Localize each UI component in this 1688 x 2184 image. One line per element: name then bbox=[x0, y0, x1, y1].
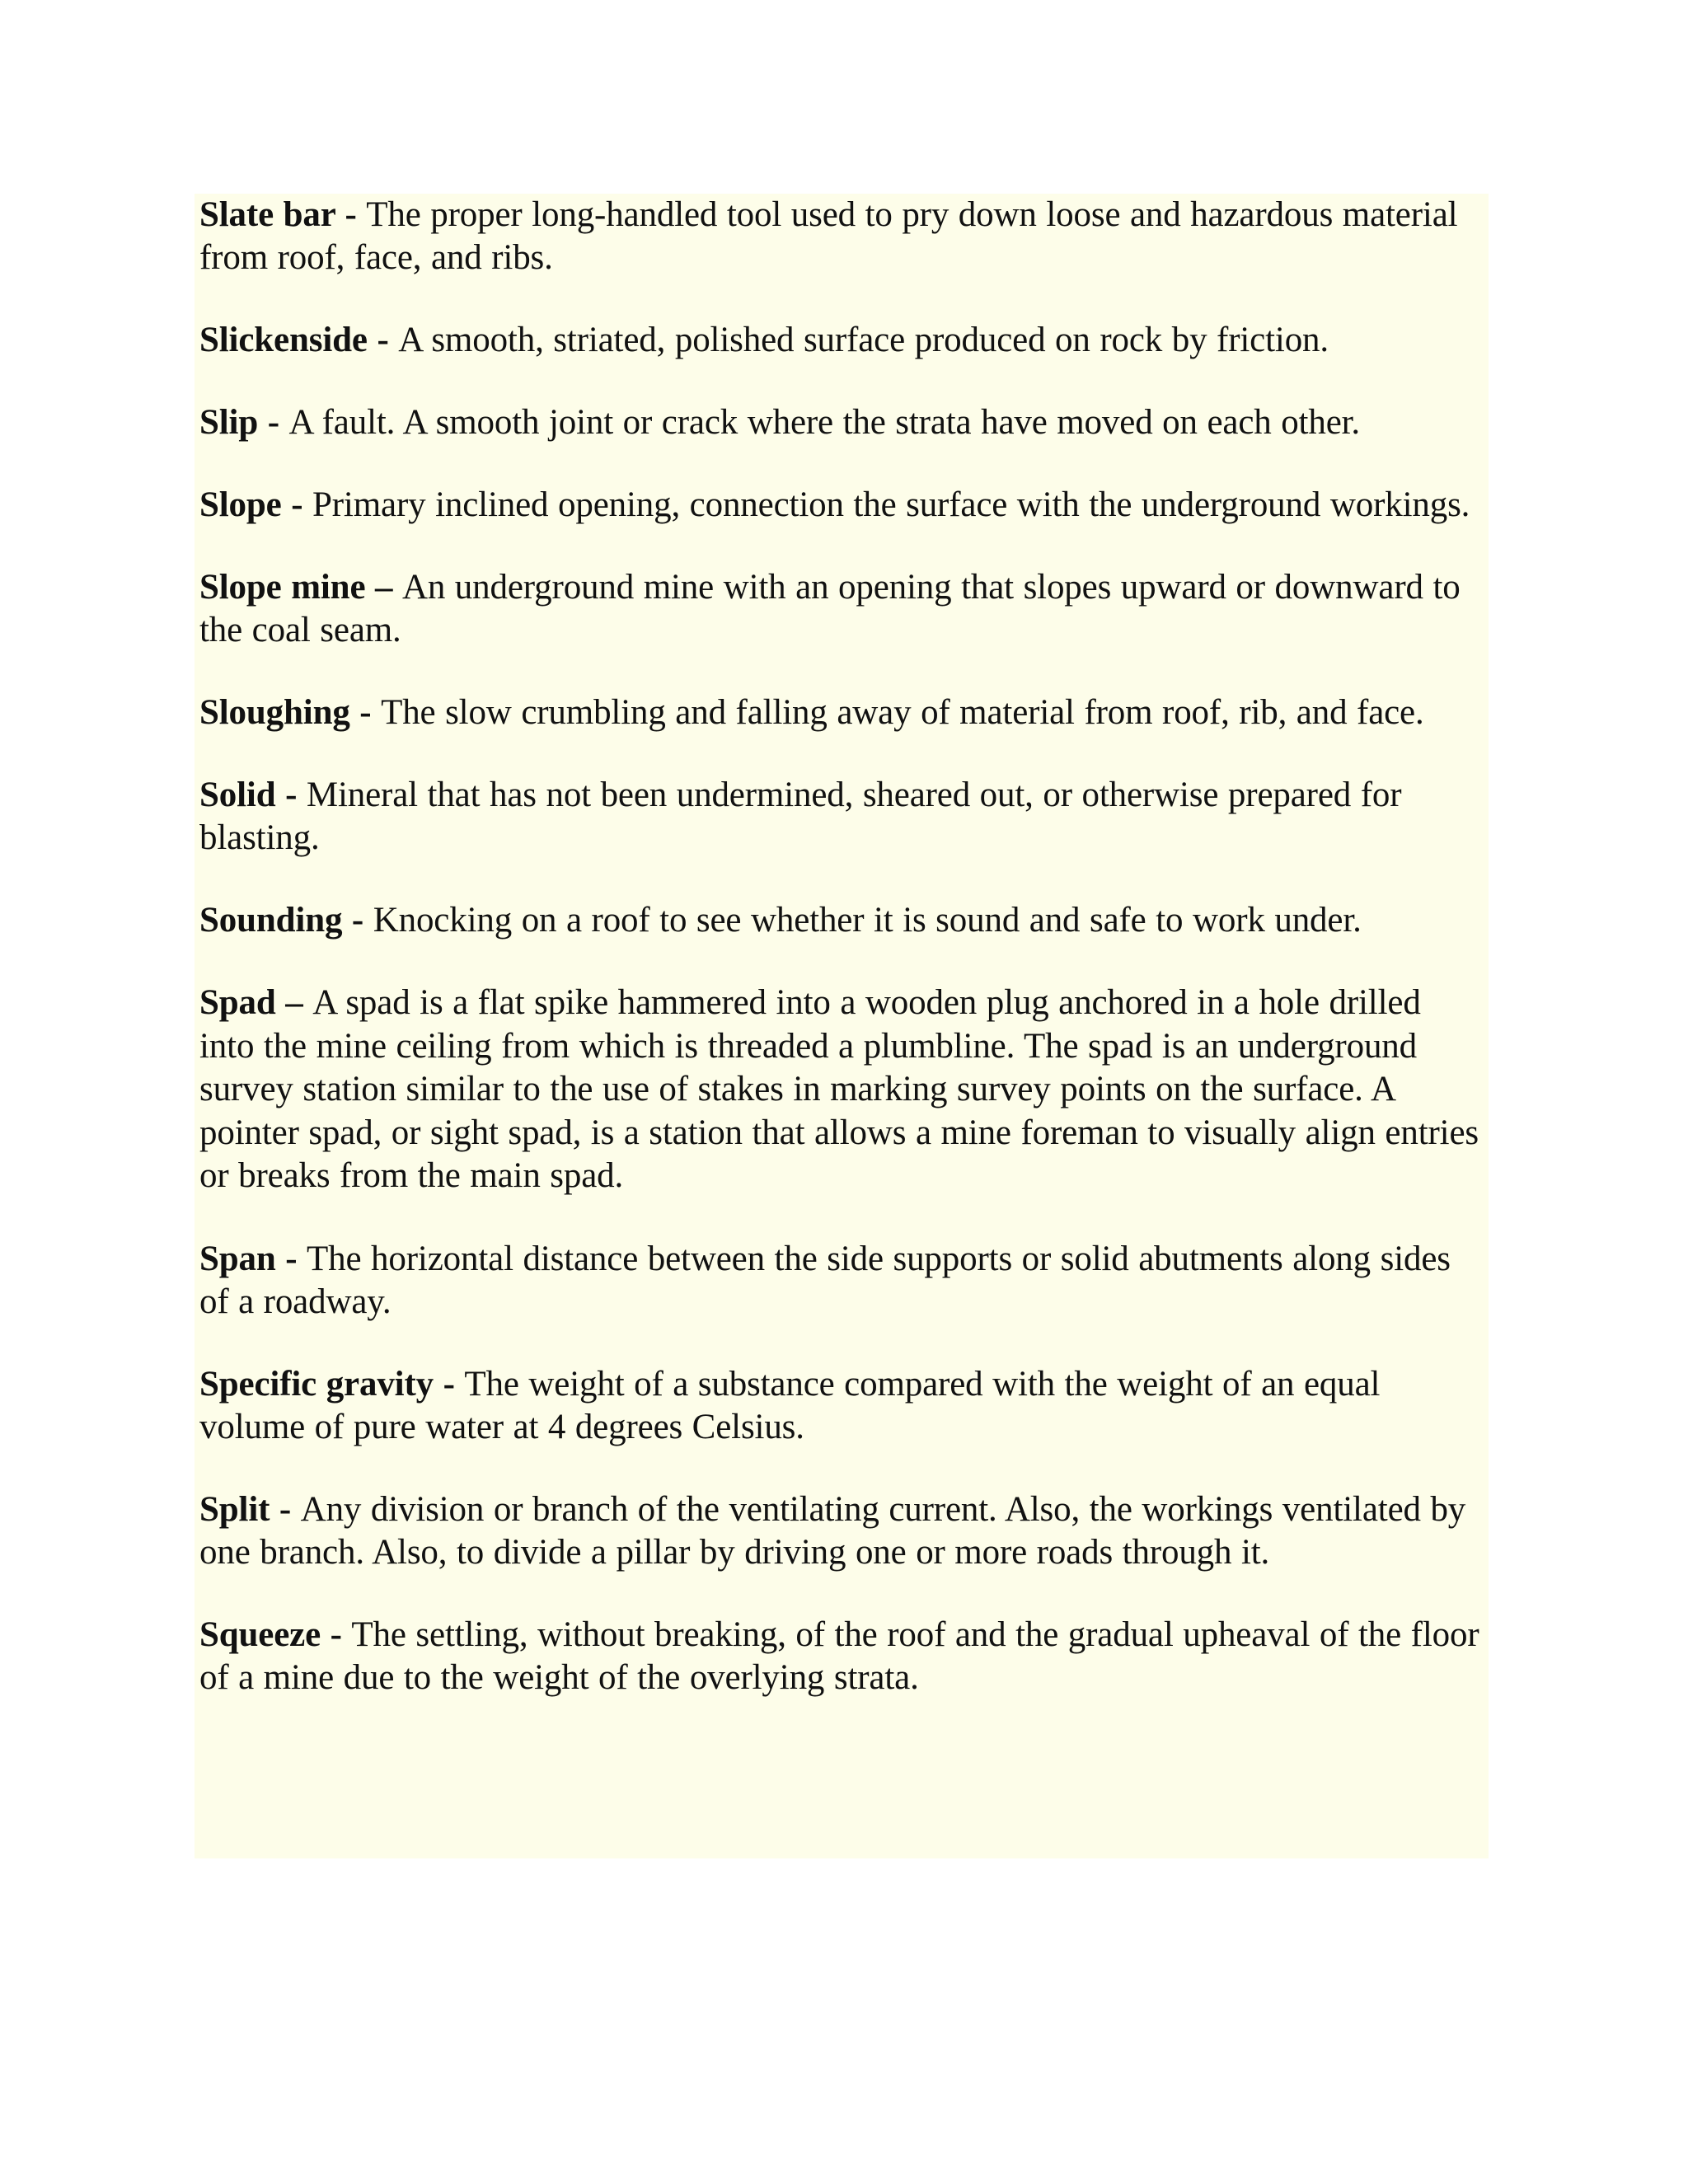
glossary-definition: The slow crumbling and falling away of material from roof, rib, and face. bbox=[381, 693, 1424, 732]
glossary-definition: The weight of a substance compared with the weight of an equal volume of pure water at 4 degrees Celsius. bbox=[199, 1364, 1381, 1446]
glossary-term: Specific gravity bbox=[199, 1364, 434, 1404]
glossary-term: Slope bbox=[199, 485, 282, 524]
glossary-term: Squeeze bbox=[199, 1615, 321, 1654]
glossary-definition: A spad is a flat spike hammered into a wooden plug anchored in a hole drilled into the mine ceiling from which is threaded a plumbline. The spad is an underground survey station similar to the use of stakes in marking survey points on the surface. A pointer spad, or sight spad, is a station that allows a mine foreman to visually align entries or breaks from the main spad. bbox=[199, 983, 1479, 1195]
glossary-separator: - bbox=[335, 195, 367, 234]
glossary-definition: Mineral that has not been undermined, sheared out, or otherwise prepared for blasting. bbox=[199, 776, 1402, 857]
glossary-term: Split bbox=[199, 1489, 270, 1529]
glossary-separator: - bbox=[281, 485, 312, 524]
glossary-separator: - bbox=[367, 321, 399, 359]
glossary-separator: - bbox=[270, 1489, 301, 1529]
glossary-definition: Any division or branch of the ventilating current. Also, the workings ventilated by one branch. Also, to divide a pillar by driving one or more roads through it. bbox=[199, 1489, 1466, 1572]
glossary-entry-slickenside bbox=[199, 319, 1484, 362]
glossary-entry-slip bbox=[199, 401, 1484, 444]
glossary-entry-squeeze bbox=[199, 1614, 1484, 1699]
glossary-entry-slope bbox=[199, 484, 1484, 527]
glossary-entry-sounding bbox=[199, 899, 1484, 942]
glossary-term: Spad bbox=[199, 983, 276, 1022]
glossary-separator: - bbox=[321, 1615, 352, 1654]
glossary-definition: The proper long-handled tool used to pry down loose and hazardous material from roof, face, and ribs. bbox=[199, 195, 1458, 277]
glossary-definition: Primary inclined opening, connection the surface with the underground workings. bbox=[312, 485, 1470, 524]
glossary-definition: A smooth, striated, polished surface produced on rock by friction. bbox=[398, 321, 1329, 359]
glossary-entry-slope-mine bbox=[199, 566, 1484, 652]
glossary-separator: - bbox=[342, 901, 373, 940]
glossary-separator: - bbox=[434, 1364, 465, 1404]
glossary-definition: An underground mine with an opening that slopes upward or downward to the coal seam. bbox=[199, 568, 1461, 649]
glossary-definition: A fault. A smooth joint or crack where the strata have moved on each other. bbox=[288, 403, 1361, 442]
glossary-entry-span bbox=[199, 1238, 1484, 1324]
glossary-term: Slate bar bbox=[199, 195, 335, 234]
glossary-entry-sloughing bbox=[199, 691, 1484, 734]
glossary-list bbox=[195, 194, 1489, 1858]
glossary-term: Sounding bbox=[199, 901, 343, 940]
glossary-separator: – bbox=[365, 568, 402, 607]
glossary-entry-specific-gravity bbox=[199, 1363, 1484, 1449]
glossary-term: Span bbox=[199, 1239, 276, 1278]
glossary-term: Slickenside bbox=[199, 321, 368, 359]
glossary-entry-split bbox=[199, 1488, 1484, 1574]
glossary-separator: - bbox=[275, 1239, 307, 1278]
glossary-entry-spad bbox=[199, 982, 1484, 1198]
glossary-definition: The horizontal distance between the side supports or solid abutments along sides of a roadway. bbox=[199, 1239, 1451, 1321]
glossary-term: Solid bbox=[199, 776, 276, 814]
glossary-term: Slope mine bbox=[199, 568, 366, 607]
glossary-entry-slate-bar bbox=[199, 194, 1484, 279]
glossary-term: Sloughing bbox=[199, 693, 350, 732]
glossary-entry-solid bbox=[199, 774, 1484, 860]
glossary-definition: The settling, without breaking, of the roof and the gradual upheaval of the floor of a mine due to the weight of the overlying strata. bbox=[199, 1615, 1479, 1697]
glossary-separator: - bbox=[275, 776, 307, 814]
glossary-separator: - bbox=[258, 403, 289, 442]
glossary-separator: - bbox=[349, 693, 382, 732]
glossary-term: Slip bbox=[199, 403, 259, 442]
glossary-definition: Knocking on a roof to see whether it is sound and safe to work under. bbox=[373, 901, 1362, 940]
glossary-separator: – bbox=[275, 983, 313, 1022]
